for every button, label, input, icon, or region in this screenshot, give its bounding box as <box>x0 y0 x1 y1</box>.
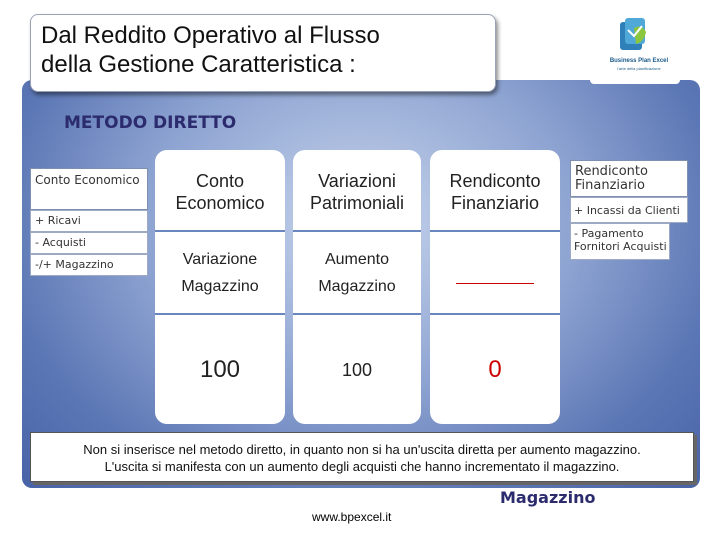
logo-tagline: l'arte della pianificazione <box>617 66 661 71</box>
right-legend-item: - Pagamento Fornitori Acquisti <box>570 223 670 260</box>
panel-mid-line-2: Magazzino <box>318 278 396 295</box>
right-legend-title: Rendiconto Finanziario <box>570 160 688 197</box>
section-label: Magazzino <box>500 488 596 507</box>
panel-mid-line-1: Variazione <box>182 251 258 268</box>
panel-header: Variazioni Patrimoniali <box>309 171 405 213</box>
left-legend-item: -/+ Magazzino <box>30 254 148 276</box>
right-legend-item: + Incassi da Clienti <box>570 197 688 223</box>
panel-value: 100 <box>199 356 241 383</box>
logo <box>590 14 680 84</box>
title-line-2: della Gestione Caratteristica : <box>41 51 356 78</box>
panel-value: 100 <box>341 360 373 380</box>
divider <box>293 313 421 315</box>
divider <box>430 313 560 315</box>
divider <box>155 230 285 232</box>
panel-mid-line-1: Aumento <box>324 251 390 268</box>
red-underline <box>456 283 534 284</box>
divider <box>155 313 285 315</box>
logo-name: Business Plan Excel <box>609 58 669 64</box>
website-link[interactable]: www.bpexcel.it <box>312 510 392 524</box>
panel-variazioni-patrimoniali <box>293 150 421 424</box>
slide-title <box>30 14 496 92</box>
note-line-2: L'uscita si manifesta con un aumento degli acquisti che hanno incrementato il magazzino. <box>104 459 620 474</box>
panel-header: Conto Economico <box>175 171 265 213</box>
panel-conto-economico <box>155 150 285 424</box>
explanation-note <box>30 432 694 482</box>
divider <box>293 230 421 232</box>
left-legend-title: Conto Economico <box>30 168 148 210</box>
method-label: METODO DIRETTO <box>64 113 237 133</box>
panel-header: Rendiconto Finanziario <box>449 171 541 213</box>
panel-mid-line-2: Magazzino <box>181 278 259 295</box>
panel-value-zero: 0 <box>488 356 502 383</box>
divider <box>430 230 560 232</box>
left-legend-item: + Ricavi <box>30 210 148 232</box>
title-line-1: Dal Reddito Operativo al Flusso <box>41 22 380 49</box>
panel-rendiconto-finanziario <box>430 150 560 424</box>
note-line-1: Non si inserisce nel metodo diretto, in quanto non si ha un'uscita diretta per aumento magazzino. <box>83 442 641 457</box>
left-legend-item: - Acquisti <box>30 232 148 254</box>
business-plan-excel-logo-icon <box>590 14 680 58</box>
